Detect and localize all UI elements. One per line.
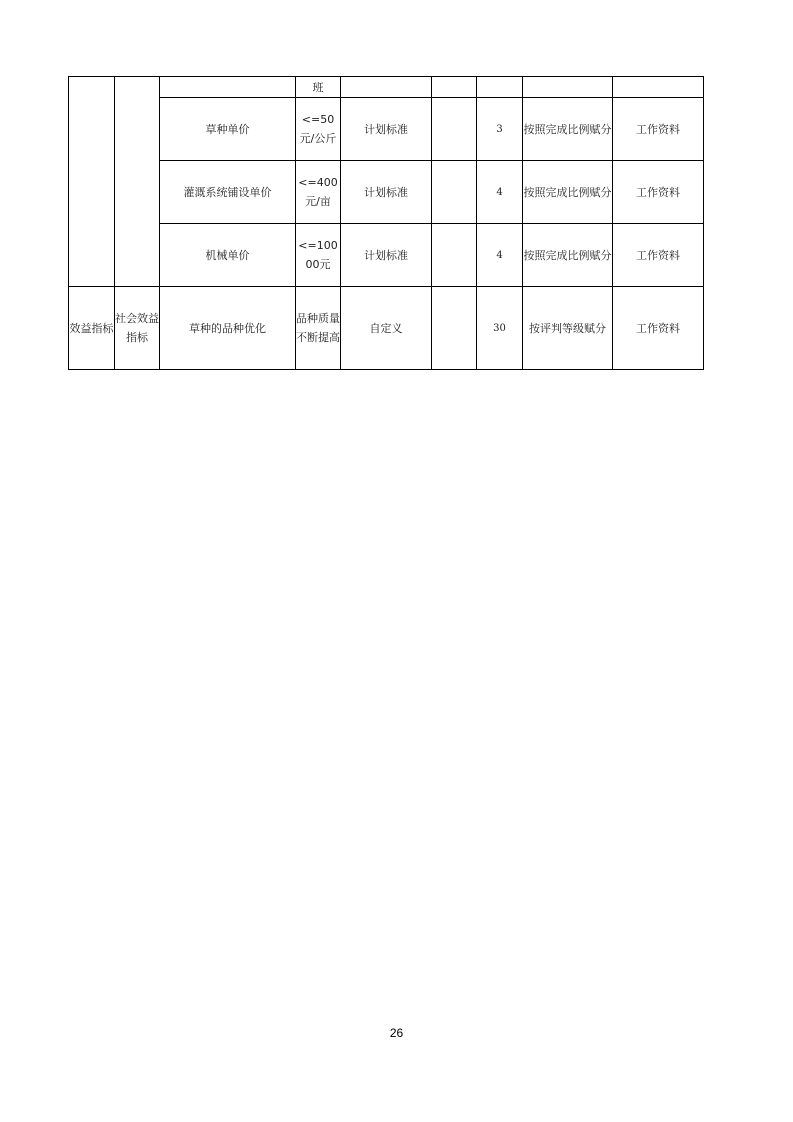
level2-cell: 社会效益指标 — [115, 287, 160, 370]
standard-cell: 自定义 — [341, 287, 432, 370]
source-cell: 工作资料 — [613, 224, 704, 287]
blank-cell — [432, 287, 477, 370]
level2-cell-empty — [115, 77, 160, 287]
table-row — [69, 77, 704, 98]
method-cell: 按评判等级赋分 — [523, 287, 613, 370]
value-cell: <=10000元 — [296, 224, 341, 287]
standard-cell: 计划标准 — [341, 161, 432, 224]
page-number: 26 — [389, 1026, 404, 1040]
indicator-cell: 机械单价 — [160, 224, 296, 287]
table-row — [69, 161, 704, 224]
blank-cell — [432, 98, 477, 161]
standard-cell: 计划标准 — [341, 224, 432, 287]
blank-cell — [432, 77, 477, 98]
score-cell — [477, 77, 523, 98]
level1-cell-empty — [69, 77, 115, 287]
source-cell: 工作资料 — [613, 287, 704, 370]
indicator-cell — [160, 77, 296, 98]
score-cell: 4 — [477, 224, 523, 287]
table-row — [69, 287, 704, 370]
source-cell: 工作资料 — [613, 161, 704, 224]
source-cell — [613, 77, 704, 98]
score-cell: 3 — [477, 98, 523, 161]
value-cell: 班 — [296, 77, 341, 98]
method-cell: 按照完成比例赋分 — [523, 98, 613, 161]
method-cell — [523, 77, 613, 98]
indicator-cell: 草种单价 — [160, 98, 296, 161]
value-cell: <=50元/公斤 — [296, 98, 341, 161]
blank-cell — [432, 161, 477, 224]
blank-cell — [432, 224, 477, 287]
indicator-cell: 草种的品种优化 — [160, 287, 296, 370]
table-row — [69, 224, 704, 287]
table-row — [69, 98, 704, 161]
method-cell: 按照完成比例赋分 — [523, 224, 613, 287]
standard-cell: 计划标准 — [341, 98, 432, 161]
performance-indicator-table — [68, 76, 704, 370]
source-cell: 工作资料 — [613, 98, 704, 161]
score-cell: 30 — [477, 287, 523, 370]
level1-cell: 效益指标 — [69, 287, 115, 370]
value-cell: 品种质量不断提高 — [296, 287, 341, 370]
indicator-cell: 灌溉系统铺设单价 — [160, 161, 296, 224]
standard-cell — [341, 77, 432, 98]
method-cell: 按照完成比例赋分 — [523, 161, 613, 224]
value-cell: <=400元/亩 — [296, 161, 341, 224]
score-cell: 4 — [477, 161, 523, 224]
